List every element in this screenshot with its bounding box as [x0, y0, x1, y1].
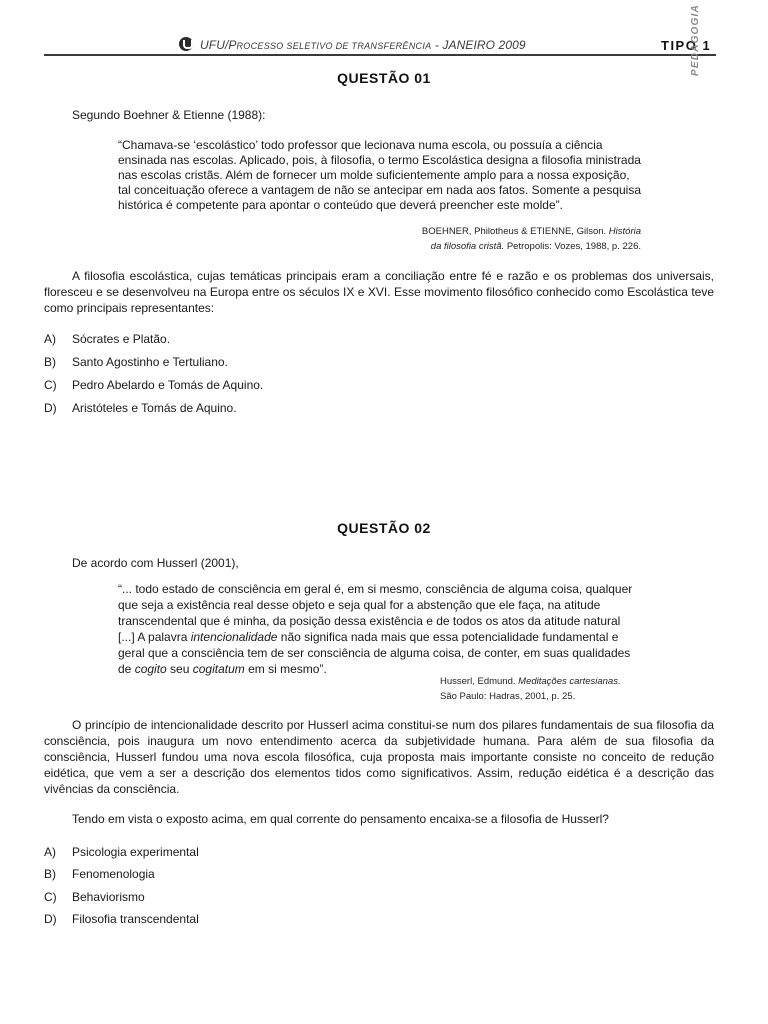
- quote-line: geral que a consciência tem de ser consciência de alguma coisa, de conter, em suas qualidades: [118, 646, 631, 660]
- ufu-logo-icon: [179, 37, 193, 51]
- quote-line: transcendental que é minha, da posição dessa existência e de todos os atos da atitude natural: [118, 614, 621, 628]
- quote-line: histórica é competente para apontar o conteúdo que deverá preencher este molde”.: [118, 198, 563, 212]
- quote-line: [...] A palavra intencionalidade não significa nada mais que essa potencialidade fundamental e: [118, 630, 619, 644]
- header-title: UFU/PROCESSO SELETIVO DE TRANSFERÊNCIA - JANEIRO 2009: [200, 38, 526, 52]
- side-course-label: PEDAGOGIA: [690, 4, 701, 76]
- quote-line: de cogito seu cogitatum em si mesmo”.: [118, 662, 327, 676]
- question-2-heading: QUESTÃO 02: [337, 520, 431, 536]
- question-2-paragraph: O princípio de intencionalidade descrito por Husserl acima constitui-se num dos pilares fundamentais de sua filosofia da consciência, pois inaugura um novo entendimento acerca da subjetividade humana. Para além de sua filosofia da consciência, Husserl fundou uma nova escola filosófica, cuja proposta mais importante consiste no conceito de redução eidética, que vem a ser a descrição dos elementos tidos como significativos. Assim, redução eidética é a descrição das vivências da consciência.: [44, 718, 714, 796]
- header-rule: [44, 54, 716, 56]
- question-2-option-c[interactable]: C) Behaviorismo: [44, 890, 145, 904]
- quote-line: que seja a existência real desse objeto e seja qual for a abstenção que ele faça, na atitude: [118, 598, 601, 612]
- question-2-intro: De acordo com Husserl (2001),: [72, 556, 239, 570]
- question-1-intro: Segundo Boehner & Etienne (1988):: [72, 108, 266, 122]
- question-2-question: Tendo em vista o exposto acima, em qual corrente do pensamento encaixa-se a filosofia de Husserl?: [72, 812, 609, 826]
- question-1-option-d[interactable]: D) Aristóteles e Tomás de Aquino.: [44, 401, 237, 415]
- question-1-reference: BOEHNER, Philotheus & ETIENNE, Gilson. História da filosofia cristã. Petropolis: Vozes, 1988, p. 226.: [421, 226, 641, 252]
- question-1-option-a[interactable]: A) Sócrates e Platão.: [44, 332, 171, 346]
- question-1-option-b[interactable]: B) Santo Agostinho e Tertuliano.: [44, 355, 228, 369]
- question-1-heading: QUESTÃO 01: [337, 70, 431, 86]
- test-type-label: TIPO 1: [661, 38, 712, 53]
- quote-line: tal conceituação oferece a vantagem de não se antecipar em nada aos fatos. Somente a pesquisa: [118, 183, 642, 197]
- question-2-option-d[interactable]: D) Filosofia transcendental: [44, 912, 199, 926]
- quote-line: nas escolas cristãs. Além de fornecer um molde suficientemente amplo para a nossa exposição,: [118, 168, 630, 182]
- quote-line: “Chamava-se ‘escolástico’ todo professor que lecionava numa escola, ou possuía a ciência: [118, 138, 603, 152]
- question-2-option-b[interactable]: B) Fenomenologia: [44, 867, 155, 881]
- question-2-reference: Husserl, Edmund. Meditações cartesianas. São Paulo: Hadras, 2001, p. 25.: [440, 676, 621, 702]
- quote-line: “... todo estado de consciência em geral é, em si mesmo, consciência de alguma coisa, qualquer: [118, 582, 633, 596]
- question-2-quote: [118, 581, 641, 677]
- question-1-option-c[interactable]: C) Pedro Abelardo e Tomás de Aquino.: [44, 378, 264, 392]
- quote-line: ensinada nas escolas. Aplicado, pois, à filosofia, o termo Escolástica designa a filosofia ministrada: [118, 153, 641, 167]
- question-1-quote: [118, 138, 641, 213]
- question-2-option-a[interactable]: A) Psicologia experimental: [44, 845, 199, 859]
- question-1-paragraph: A filosofia escolástica, cujas temáticas principais eram a conciliação entre fé e razão e os problemas dos universais, floresceu e se desenvolveu na Europa entre os séculos IX e XVI. Esse movimento filosófico conhecido como Escolástica teve como principais representantes:: [44, 269, 714, 315]
